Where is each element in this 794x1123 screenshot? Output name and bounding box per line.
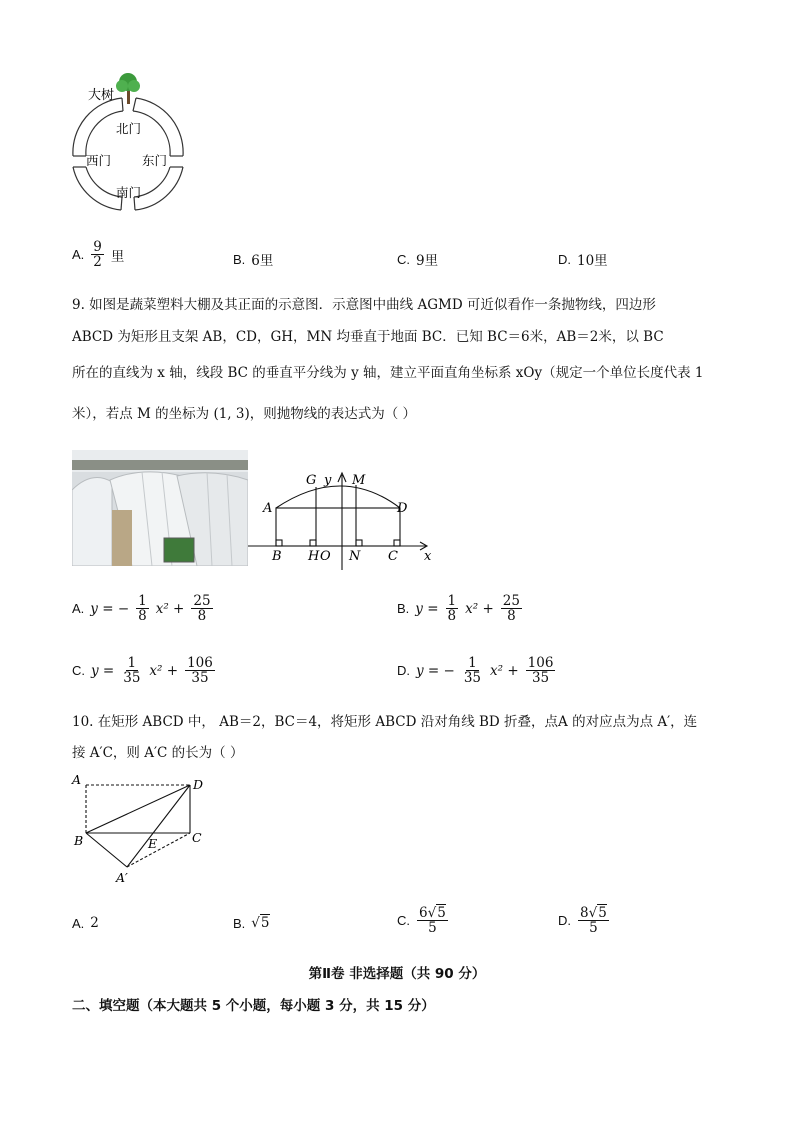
tree-label: 大树 [88, 88, 115, 103]
fraction: $\frac{1}{35}$ [123, 655, 141, 687]
point-h-label: H [308, 549, 320, 564]
ring-map-diagram [60, 66, 200, 216]
fraction: $\frac{106}{35}$ [187, 655, 213, 687]
q9-option-d[interactable]: D. y = − $\frac{1}{35}$ x² + $\frac{106}{35}$ [397, 655, 554, 687]
fraction: $\frac{1}{8}$ [447, 593, 457, 625]
q9-stem-line-2: ABCD 为矩形且支架 AB，CD，GH，MN 均垂直于地面 BC．已知 BC＝6米，AB＝2米，以 BC [72, 329, 664, 345]
q8-option-c[interactable]: C. 9里 [397, 251, 439, 269]
point-e-label: E [148, 836, 158, 851]
q8-option-d[interactable]: D. 10里 [558, 251, 608, 269]
fraction: $\frac{8√5}{5}$ [580, 905, 607, 937]
greenhouse-photo [72, 450, 248, 566]
q9-option-a[interactable]: A. y = − $\frac{1}{8}$ x² + $\frac{25}{8}$ [72, 593, 211, 625]
point-d-label: D [397, 501, 408, 516]
point-n-label: N [349, 549, 361, 564]
point-d-label: D [193, 777, 204, 792]
north-gate-label: 北门 [116, 121, 142, 136]
fraction: $\frac{1}{35}$ [463, 655, 482, 687]
q9-stem-line-4: 米），若点 M 的坐标为 (1, 3)，则抛物线的表达式为（ ） [72, 406, 417, 422]
q10-option-c[interactable]: C. $\frac{6√5}{5}$ [397, 905, 446, 937]
south-gate-label: 南门 [116, 185, 142, 200]
axis-y-label: y [324, 473, 332, 488]
fraction: $\frac{9}{2}$ [93, 239, 102, 271]
fraction: $\frac{1}{8}$ [138, 593, 147, 625]
q10-stem-line-2: 接 A′C，则 A′C 的长为（ ） [72, 745, 244, 761]
part-two-title: 第Ⅱ卷 非选择题（共 90 分） [308, 966, 486, 982]
tree-icon [116, 73, 140, 104]
q10-option-b[interactable]: B. √5 [233, 915, 270, 931]
point-m-label: M [352, 473, 366, 488]
parabola-coordinate-diagram [248, 470, 448, 570]
point-a-label: A [263, 501, 273, 516]
east-gate-label: 东门 [142, 153, 168, 168]
point-a-prime-label: A′ [116, 870, 128, 885]
q8-option-a[interactable]: A. $\frac{9}{2}$ 里 [72, 239, 125, 271]
point-c-label: C [388, 549, 398, 564]
q8-option-b[interactable]: B. 6里 [233, 251, 274, 269]
point-g-label: G [306, 473, 317, 488]
q9-option-b[interactable]: B. y = $\frac{1}{8}$ x² + $\frac{25}{8}$ [397, 593, 520, 625]
fraction: $\frac{25}{8}$ [502, 593, 520, 625]
q9-option-c[interactable]: C. y = $\frac{1}{35}$ x² + $\frac{106}{35}$ [72, 655, 213, 687]
radical: √5 [251, 915, 270, 931]
point-a-label: A [72, 772, 82, 787]
q9-stem-line-3: 所在的直线为 x 轴，线段 BC 的垂直平分线为 y 轴，建立平面直角坐标系 xOy（规定一个单位长度代表 1 [72, 365, 704, 381]
fraction: $\frac{6√5}{5}$ [419, 905, 446, 937]
point-o-label: O [320, 549, 331, 564]
point-b-label: B [74, 833, 84, 848]
q10-stem-line-1: 10. 在矩形 ABCD 中， AB＝2，BC＝4，将矩形 ABCD 沿对角线 BD 折叠，点A 的对应点为点 A′，连 [72, 714, 698, 730]
point-c-label: C [192, 830, 202, 845]
fraction: $\frac{25}{8}$ [193, 593, 211, 625]
fill-in-section-title: 二、填空题（本大题共 5 个小题，每小题 3 分，共 15 分） [72, 998, 435, 1014]
west-gate-label: 西门 [86, 153, 112, 168]
axis-x-label: x [424, 549, 432, 564]
fraction: $\frac{106}{35}$ [527, 655, 554, 687]
q10-option-a[interactable]: A. 2 [72, 915, 99, 931]
point-b-label: B [272, 549, 282, 564]
q10-option-d[interactable]: D. $\frac{8√5}{5}$ [558, 905, 607, 937]
q9-stem-line-1: 9. 如图是蔬菜塑料大棚及其正面的示意图．示意图中曲线 AGMD 可近似看作一条抛物线，四边形 [72, 297, 656, 313]
fold-rectangle-diagram [66, 772, 216, 888]
